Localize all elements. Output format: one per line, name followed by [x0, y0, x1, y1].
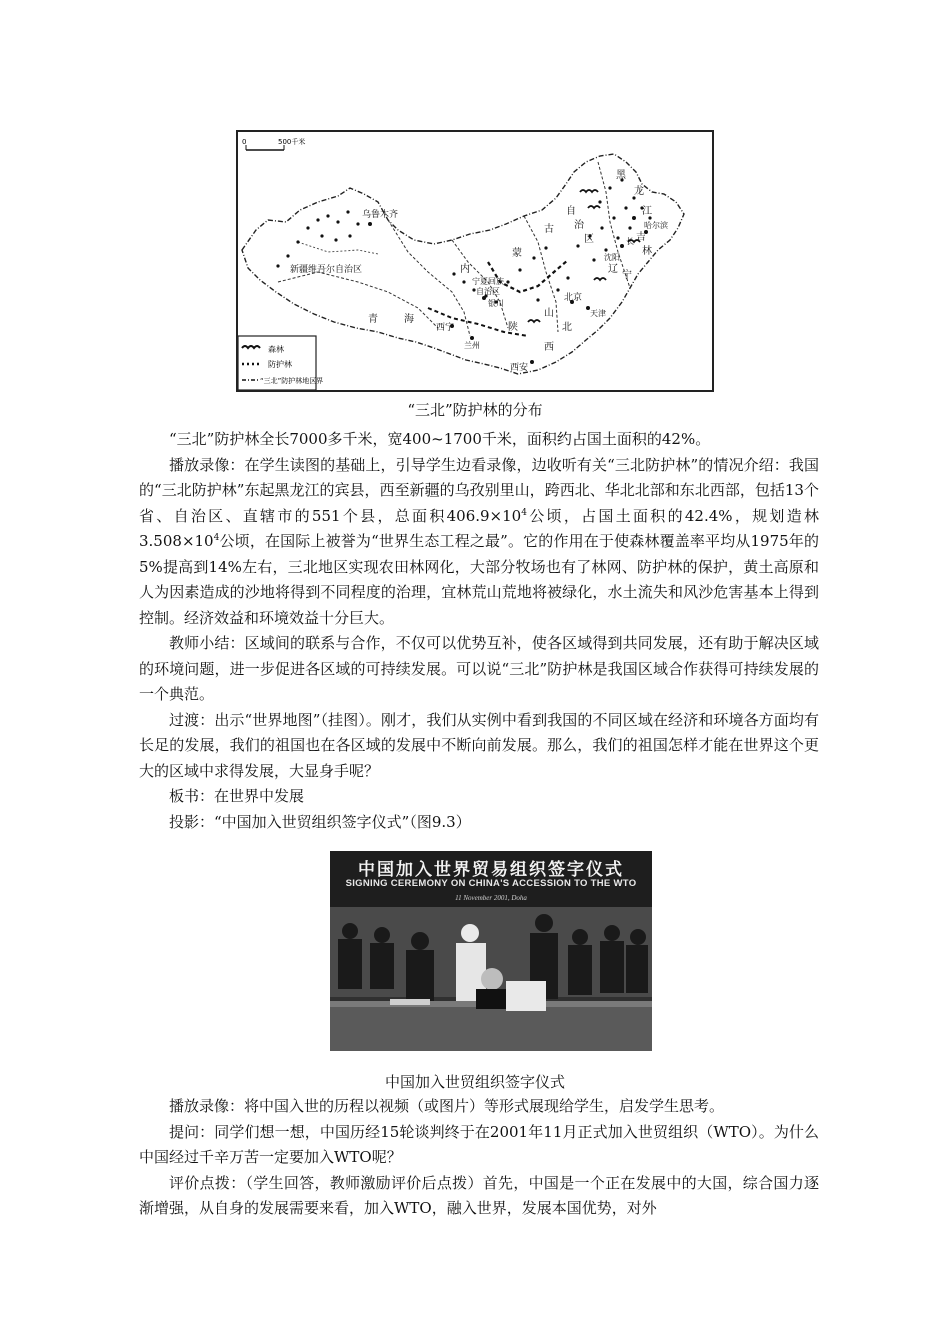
map-caption: “三北”防护林的分布	[407, 401, 543, 419]
label-shenyang: 沈阳	[604, 253, 620, 262]
paragraph-projection: 投影：“中国加入世贸组织签字仪式”（图9.3）	[169, 812, 471, 831]
document-folder	[506, 981, 546, 1011]
label-long: 龙	[634, 186, 644, 197]
label-changchun: 长	[626, 237, 634, 246]
paragraph-text: 播放录像：在学生读图的基础上，引导学生边看录像，边收听有关“三北防护林”的情况介绍：我国的“三北防护林”东起黑龙江的宾县，西至新疆的乌孜别里山，跨西北、华北北部和东北西部，包括13个省、自治区、直辖市的551个县，总面积406.9×10	[139, 455, 819, 525]
legend-boundary-label: “三北”防护林地区界	[260, 377, 324, 385]
label-qing: 青	[368, 314, 378, 325]
label-yinchuan: 银川	[488, 299, 504, 308]
label-gu: 古	[544, 224, 554, 235]
paragraph-question: 提问：同学们想一想，中国历经15轮谈判终于在2001年11月正式加入世贸组织（WTO）。为什么中国经过千辛万苦一定要加入WTO呢？	[139, 1122, 819, 1166]
paragraph-blackboard: 板书：在世界中发展	[169, 787, 305, 805]
signer-head	[481, 968, 503, 990]
body-text-section-1	[139, 427, 819, 835]
label-hei: 黑	[616, 170, 626, 181]
legend-forest-label: 森林	[268, 345, 284, 354]
forest-marks	[528, 190, 640, 322]
body-text-section-2	[139, 1094, 819, 1222]
label-xi: 西	[544, 342, 554, 353]
paragraph-text: 公顷，占国土面积的42.4%，规划造林3.508×10	[139, 506, 820, 550]
paragraph-video-wto: 播放录像：将中国入世的历程以视频（或图片）等形式展现给学生，启发学生思考。	[169, 1097, 725, 1115]
paragraph-video-intro	[139, 453, 819, 632]
superscript-exponent: 4	[213, 533, 220, 543]
label-nei: 内	[460, 264, 470, 275]
label-beijing: 北京	[564, 293, 583, 303]
legend-shelter-label: 防护林	[268, 360, 292, 369]
label-urumqi: 乌鲁木齐	[362, 210, 399, 220]
label-qu: 区	[584, 234, 594, 245]
label-zi: 自	[566, 206, 576, 217]
paragraph-teacher-summary: 教师小结：区域间的联系与合作，不仅可以优势互补，使各区域得到共同发展，还有助于解决区域的环境问题，进一步促进各区域的可持续发展。可以说“三北”防护林是我国区域合作获得可持续发展的一个典范。	[139, 634, 819, 703]
paragraph-shelterbelt-length: “三北”防护林全长7000多千米，宽400~1700千米，面积约占国土面积的42%。	[169, 430, 711, 448]
superscript-exponent: 4	[521, 507, 527, 518]
label-xian: 西安	[510, 363, 529, 373]
label-zhi: 治	[574, 220, 584, 231]
label-liao: 辽	[608, 264, 618, 275]
paragraph-text: 公顷，在国际上被誉为“世界生态工程之最”。它的作用在于使森林覆盖率平均从1975年的5%提高到14%左右，三北地区实现农田林网化，大部分牧场也有了林网、防护林的保护，黄土高原和人为因素造成的沙地将得到不同程度的治理，宜林荒山荒地将被绿化，水土流失和风沙危害基本上得到控制。经济效益和环境效益十分巨大。	[139, 532, 819, 627]
label-meng: 蒙	[512, 248, 522, 259]
province-boundary	[298, 242, 378, 254]
label-bei: 北	[562, 322, 572, 333]
label-ningxia: 宁夏回族	[472, 277, 504, 286]
label-hai: 海	[404, 314, 414, 325]
photo-caption: 中国加入世贸组织签字仪式	[384, 1073, 565, 1091]
wto-signing-photo	[330, 851, 652, 1051]
three-north-shelterbelt-map	[236, 130, 714, 392]
scale-zero-label: 0	[242, 138, 247, 146]
label-ningxia-2: 自治区	[476, 287, 500, 296]
label-xining: 西宁	[436, 323, 455, 333]
label-lin: 林	[642, 246, 652, 257]
province-boundary	[278, 272, 438, 328]
photo-banner-english: SIGNING CEREMONY ON CHINA'S ACCESSION TO THE WTO	[345, 878, 637, 889]
label-lanzhou: 兰州	[464, 341, 480, 350]
label-xinjiang: 新疆维吾尔自治区	[290, 265, 363, 275]
photo-banner-date: 11 November 2001, Doha	[455, 894, 527, 902]
label-shan: 山	[544, 308, 554, 319]
label-ji: 吉	[636, 232, 646, 243]
label-tianjin: 天津	[590, 309, 606, 318]
paragraph-transition: 过渡：出示“世界地图”（挂图）。刚才，我们从实例中看到我国的不同区域在经济和环境各方面均有长足的发展，我们的祖国也在各区域的发展中不断向前发展。那么，我们的祖国怎样才能在世界这个更大的区域中求得发展，大显身手呢？	[139, 710, 819, 780]
shelterbelt-line	[488, 260, 568, 292]
photo-banner-chinese: 中国加入世界贸易组织签字仪式	[358, 860, 624, 880]
label-jiang: 江	[642, 206, 652, 217]
paragraph-evaluation: 评价点拨：（学生回答，教师激励评价后点拨）首先，中国是一个正在发展中的大国，综合国力逐渐增强，从自身的发展需要来看，加入WTO，融入世界，发展本国优势，对外	[139, 1173, 819, 1217]
scale-distance-label: 500千米	[278, 138, 306, 146]
label-ning: 宁	[622, 270, 632, 281]
label-shaan: 陕	[508, 322, 518, 333]
label-harbin: 哈尔滨	[644, 221, 668, 230]
